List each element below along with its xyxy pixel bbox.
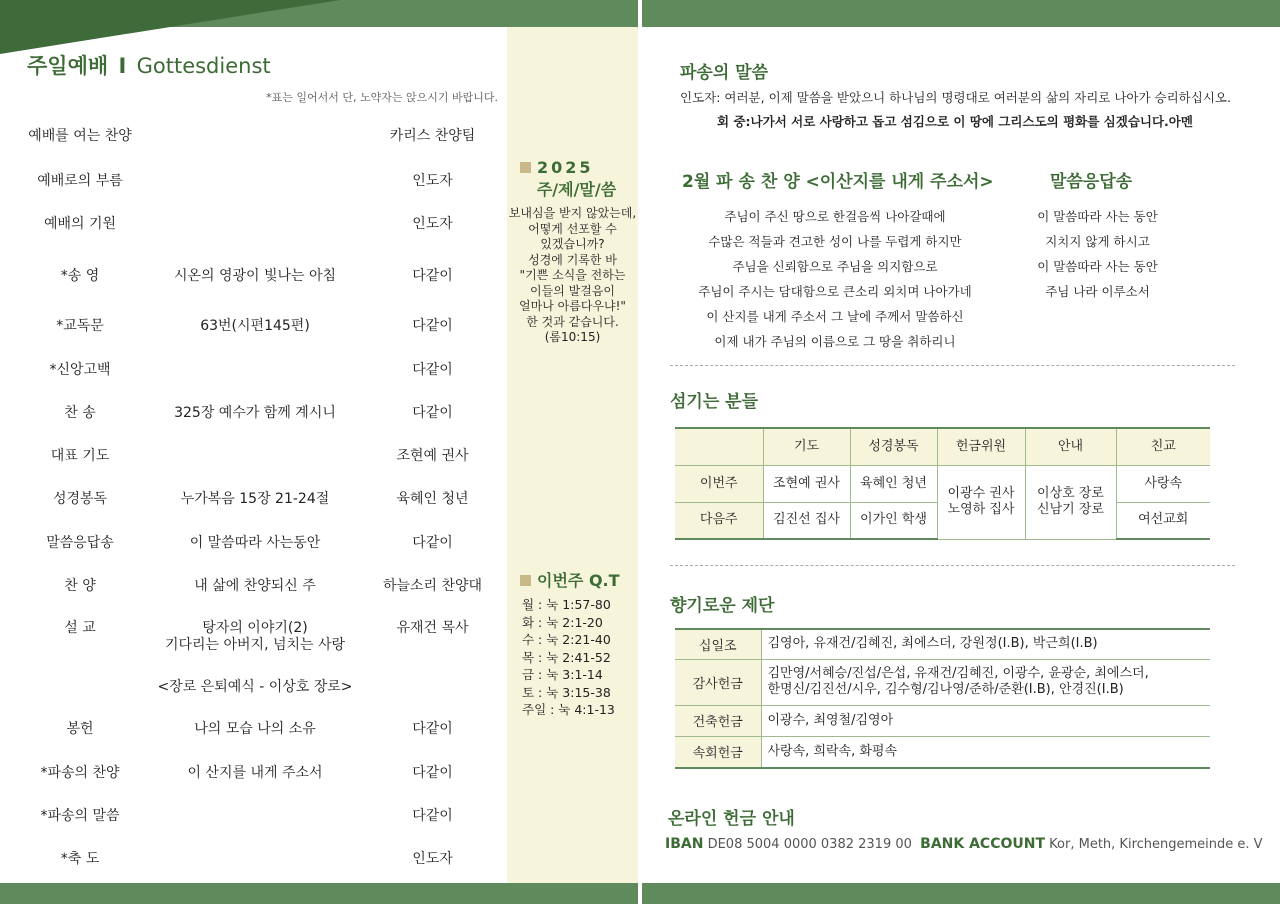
order-leader: 조현예 권사 (396, 448, 469, 464)
table-cell: 이광수 권사 노영하 집사 (937, 465, 1025, 539)
table-cell (761, 659, 1210, 705)
order-content: 이 산지를 내게 주소서 (187, 765, 323, 781)
row-label: 건축헌금 (675, 705, 761, 736)
table-cell (761, 705, 1210, 736)
order-content: 누가복음 15장 21-24절 (180, 491, 330, 507)
table-row (675, 428, 1210, 465)
order-item: 예배를 여는 찬양 (28, 128, 132, 144)
order-row (0, 679, 505, 699)
row-label: 다음주 (675, 502, 763, 539)
response-line: 이 말씀따라 사는 동안 (1037, 209, 1158, 224)
page-fold (638, 0, 642, 904)
theme-line: "기쁜 소식을 전하는 (519, 268, 626, 282)
order-item: 찬 양 (64, 578, 96, 594)
order-row (0, 448, 505, 468)
order-item: 찬 송 (64, 405, 96, 421)
standing-notice: *표는 일어서서 단, 노약자는 앉으시기 바랍니다. (266, 91, 498, 104)
row-label: 십일조 (675, 629, 761, 659)
order-leader: 다같이 (412, 765, 453, 781)
table-cell: 여선교회 (1116, 502, 1210, 539)
table-header: 헌금위원 (937, 428, 1025, 465)
response-line: 지치지 않게 하시고 (1045, 234, 1150, 249)
order-row (0, 362, 505, 382)
theme-line: 이들의 발걸음이 (530, 283, 615, 298)
bank-info (665, 836, 1263, 852)
theme-heading: 2025 (520, 158, 594, 177)
qt-item: 화 : 눅 2:1-20 (522, 614, 603, 630)
table-row (675, 736, 1210, 768)
response-lyrics (1010, 204, 1185, 304)
order-item: *축 도 (60, 851, 100, 867)
table-cell: 육혜인 청년 (850, 465, 937, 502)
theme-line: 어떻게 선포할 수 (528, 221, 617, 236)
order-row (0, 216, 505, 236)
row-label: 이번주 (675, 465, 763, 502)
table-header: 친교 (1116, 428, 1210, 465)
bank-label: BANK ACCOUNT (920, 836, 1046, 852)
order-content: <장로 은퇴예식 - 이상호 장로> (157, 679, 353, 695)
order-item: 봉헌 (66, 721, 94, 737)
order-leader: 다같이 (412, 268, 453, 284)
hymn-line: 주님을 신뢰함으로 주님을 의지함으로 (732, 259, 938, 274)
table-cell: 조현예 권사 (763, 465, 850, 502)
dispatch-title: 파송의 말씀 (680, 63, 769, 83)
square-bullet-icon (520, 575, 531, 586)
page-title (27, 50, 271, 80)
dispatch-congregation-line: 회 중:나가서 서로 사랑하고 돕고 섬김으로 이 땅에 그리스도의 평화를 심겠습니다.아멘 (717, 114, 1193, 129)
table-header: 성경봉독 (850, 428, 937, 465)
offering-names: 한명신/김진선/시우, 김수형/김나영/준하/준환(I.B), 안경진(I.B) (767, 682, 1124, 697)
order-item: *교독문 (56, 318, 104, 334)
iban-label: IBAN (665, 836, 704, 852)
table-header: 안내 (1025, 428, 1116, 465)
iban-value: DE08 5004 0000 0382 2319 00 (707, 837, 912, 852)
order-row (0, 620, 505, 653)
order-leader: 카리스 찬양팀 (389, 128, 476, 144)
theme-line: 한 것과 같습니다. (526, 314, 619, 329)
order-row (0, 405, 505, 425)
section-divider (670, 565, 1235, 566)
theme-line: 있겠습니까? (540, 237, 605, 251)
table-cell: 이상호 장로 신남기 장로 (1025, 465, 1116, 539)
order-leader: 유재건 목사 (396, 620, 469, 636)
theme-line: (롬10:15) (544, 330, 601, 344)
order-leader: 하늘소리 찬양대 (382, 578, 483, 594)
order-leader: 육혜인 청년 (396, 491, 469, 507)
offerings-title: 향기로운 제단 (670, 596, 775, 616)
order-leader: 다같이 (412, 808, 453, 824)
response-line: 주님 나라 이루소서 (1045, 284, 1150, 299)
section-divider (670, 365, 1235, 366)
hymn-line: 주님이 주시는 담대함으로 큰소리 외치며 나아가네 (698, 284, 972, 299)
title-de: Gottesdienst (136, 54, 271, 78)
sermon-subtitle: 기다리는 아버지, 넘치는 사랑 (164, 637, 346, 653)
qt-heading: 이번주 Q.T (520, 568, 620, 591)
title-ko: 주일예배 (27, 54, 109, 78)
offering-names: 이광수, 최영철/김영아 (767, 712, 894, 728)
order-row (0, 765, 505, 785)
theme-line: 보내심을 받지 않았는데, (508, 206, 637, 220)
theme-line: 얼마나 아름다우냐!" (519, 299, 626, 313)
table-row (675, 705, 1210, 736)
theme-verse (507, 206, 638, 346)
qt-item: 주일 : 눅 4:1-13 (522, 702, 615, 717)
square-bullet-icon (520, 162, 531, 173)
servers-table (675, 427, 1210, 540)
order-leader: 다같이 (412, 318, 453, 334)
order-row (0, 491, 505, 511)
order-row (0, 535, 505, 555)
order-row (0, 851, 505, 871)
order-leader: 다같이 (412, 721, 453, 737)
order-item: 예배의 기원 (43, 216, 117, 232)
hymn-line: 주님이 주신 땅으로 한걸음씩 나아갈때에 (724, 209, 946, 224)
order-row (0, 173, 505, 193)
order-leader: 다같이 (412, 405, 453, 421)
order-content: 시온의 영광이 빛나는 아침 (173, 268, 337, 284)
servers-title: 섬기는 분들 (670, 392, 759, 412)
order-leader: 인도자 (412, 173, 453, 189)
order-item: 예배로의 부름 (37, 173, 123, 189)
theme-line: 성경에 기록한 바 (528, 252, 617, 267)
qt-item: 금 : 눅 3:1-14 (522, 667, 603, 682)
order-row (0, 268, 505, 288)
table-row (675, 659, 1210, 705)
hymn-line: 수많은 적들과 견고한 성이 나를 두렵게 하지만 (708, 234, 962, 249)
top-band-right (642, 0, 1280, 27)
order-item: *신앙고백 (49, 362, 111, 378)
table-cell: 이가인 학생 (850, 502, 937, 539)
qt-item: 토 : 눅 3:15-38 (522, 684, 611, 700)
order-row (0, 578, 505, 598)
middle-column (507, 27, 638, 883)
order-item: 설 교 (64, 620, 96, 636)
order-item: *송 영 (60, 268, 100, 284)
order-content: 325장 예수가 함께 계시니 (174, 405, 336, 421)
online-title: 온라인 헌금 안내 (668, 809, 795, 829)
row-label: 감사헌금 (675, 659, 761, 705)
order-content: 내 삶에 찬양되신 주 (194, 578, 316, 594)
order-leader: 인도자 (412, 851, 453, 867)
qt-list (522, 596, 615, 719)
order-leader: 인도자 (412, 216, 453, 232)
table-cell (761, 629, 1210, 659)
hymn-line: 이 산지를 내게 주소서 그 날에 주께서 말씀하신 (706, 309, 964, 324)
order-content (150, 620, 360, 654)
response-title: 말씀응답송 (1050, 172, 1133, 192)
qt-item: 월 : 눅 1:57-80 (522, 597, 611, 612)
offering-names: 김만영/서혜승/진섭/은섭, 유재건/김혜진, 이광수, 윤광순, 최에스더, (767, 666, 1149, 681)
response-line: 이 말씀따라 사는 동안 (1037, 259, 1158, 274)
table-header (675, 428, 763, 465)
table-cell: 사랑속 (1116, 465, 1210, 502)
order-row (0, 721, 505, 741)
order-row (0, 318, 505, 338)
order-row (0, 128, 505, 148)
table-row (675, 465, 1210, 502)
table-header: 기도 (763, 428, 850, 465)
hymn-line: 이제 내가 주님의 이름으로 그 땅을 취하리니 (714, 334, 956, 349)
order-item: *파송의 찬양 (40, 765, 120, 781)
dispatch-leader-line: 인도자: 여러분, 이제 말씀을 받았으니 하나님의 명령대로 여러분의 삶의 자리로 나아가 승리하십시오. (680, 90, 1231, 105)
offerings-table (675, 628, 1210, 769)
theme-heading-sub: 주/제/말/씀 (536, 180, 617, 199)
table-cell: 김진선 집사 (763, 502, 850, 539)
hymn-lyrics (660, 204, 1010, 354)
offering-names: 사랑속, 희락속, 화평속 (767, 743, 898, 759)
row-label: 속회헌금 (675, 736, 761, 768)
title-separator: I (118, 54, 127, 78)
qt-item: 목 : 눅 2:41-52 (522, 649, 611, 665)
order-leader: 다같이 (412, 535, 453, 551)
order-content: 나의 모습 나의 소유 (194, 721, 316, 737)
hymn-title: 2월 파 송 찬 양 <이산지를 내게 주소서> (682, 172, 994, 192)
sermon-title: 탕자의 이야기(2) (202, 620, 308, 636)
order-leader: 다같이 (412, 362, 453, 378)
order-item: *파송의 말씀 (40, 808, 120, 824)
table-row (675, 629, 1210, 659)
order-row (0, 808, 505, 828)
order-item: 성경봉독 (52, 491, 108, 507)
bank-value: Kor, Meth, Kirchengemeinde e. V (1049, 837, 1263, 852)
order-content: 63번(시편145편) (200, 318, 310, 334)
offering-names: 김영아, 유재건/김혜진, 최에스더, 강원정(I.B), 박근희(I.B) (767, 636, 1098, 652)
order-item: 대표 기도 (50, 448, 110, 464)
order-content: 이 말씀따라 사는동안 (189, 535, 321, 551)
qt-item: 수 : 눅 2:21-40 (522, 632, 611, 647)
order-item: 말씀응답송 (46, 535, 114, 551)
table-cell (761, 736, 1210, 768)
